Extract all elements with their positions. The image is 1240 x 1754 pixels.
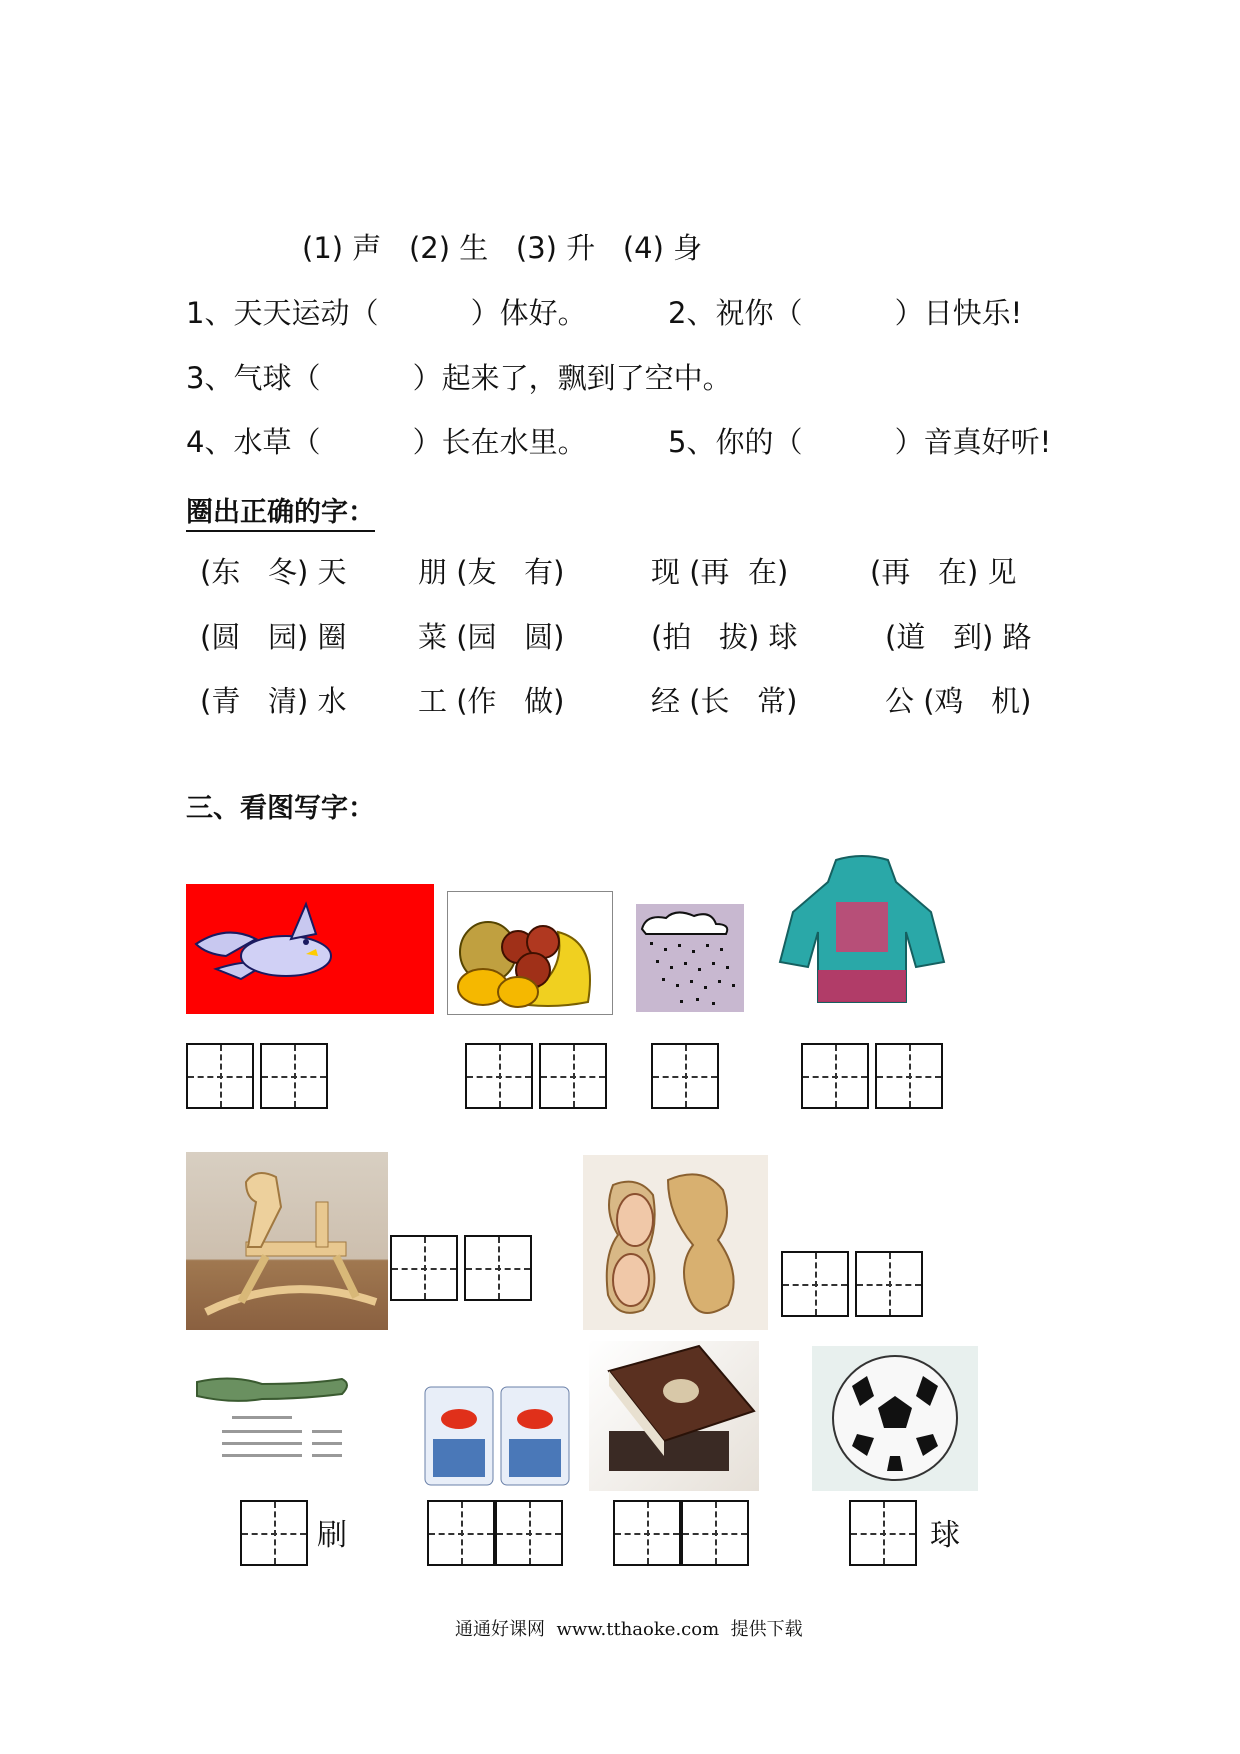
choice-item: (拍 拔) 球 [651,620,798,654]
question-5: 5、你的（ ）音真好听! [668,425,1052,459]
fruit-picture [447,891,613,1015]
circle-section-title: 圈出正确的字： [186,490,375,532]
choice-item: (道 到) 路 [885,620,1032,654]
writing-grid-box[interactable] [495,1500,563,1566]
ball-suffix: 球 [930,1518,960,1553]
writing-grid-box[interactable] [465,1043,533,1109]
choice-item: (圆 园) 圈 [200,620,347,654]
peanut-picture [583,1155,768,1330]
choice-item: 朋 (友 有) [418,555,565,589]
writing-grid-box[interactable] [390,1235,458,1301]
writing-grid-box[interactable] [681,1500,749,1566]
book-picture [589,1341,759,1491]
question-3: 3、气球（ ）起来了，飘到了空中。 [186,361,732,395]
toothbrush-picture [192,1364,372,1474]
writing-grid-box[interactable] [875,1043,943,1109]
writing-grid-box[interactable] [260,1043,328,1109]
question-2: 2、祝你（ ）日快乐! [668,296,1023,330]
choice-item: 公 (鸡 机) [885,684,1032,718]
rocking-horse-picture [186,1152,388,1330]
writing-grid-box[interactable] [781,1251,849,1317]
writing-grid-box[interactable] [464,1235,532,1301]
writing-grid-box[interactable] [539,1043,607,1109]
soccer-ball-picture [812,1346,978,1491]
writing-grid-box[interactable] [186,1043,254,1109]
rain-picture [636,904,744,1012]
choice-item: 菜 (园 圆) [418,620,565,654]
writing-grid-box[interactable] [613,1500,681,1566]
question-1: 1、天天运动（ ）体好。 [186,296,587,330]
choice-item: 工 (作 做) [418,684,565,718]
toothbrush-suffix: 刷 [317,1518,347,1553]
writing-grid-box[interactable] [651,1043,719,1109]
options-line: (1) 声 (2) 生 (3) 升 (4) 身 [302,231,703,265]
choice-item: 现 (再 在) [651,555,789,589]
writing-grid-box[interactable] [801,1043,869,1109]
flour-bags-picture [421,1379,577,1489]
question-4: 4、水草（ ）长在水里。 [186,425,587,459]
footer-credit: 通通好课网 www.tthaoke.com 提供下载 [455,1619,803,1640]
choice-item: (青 清) 水 [200,684,347,718]
writing-grid-box[interactable] [849,1500,917,1566]
choice-item: (再 在) 见 [870,555,1017,589]
section-3-title: 三、看图写字： [186,793,375,824]
choice-item: 经 (长 常) [651,684,798,718]
raincoat-picture [776,852,948,1012]
writing-grid-box[interactable] [240,1500,308,1566]
writing-grid-box[interactable] [855,1251,923,1317]
writing-grid-box[interactable] [427,1500,495,1566]
choice-item: (东 冬) 天 [200,555,347,589]
bird-picture [186,884,434,1014]
